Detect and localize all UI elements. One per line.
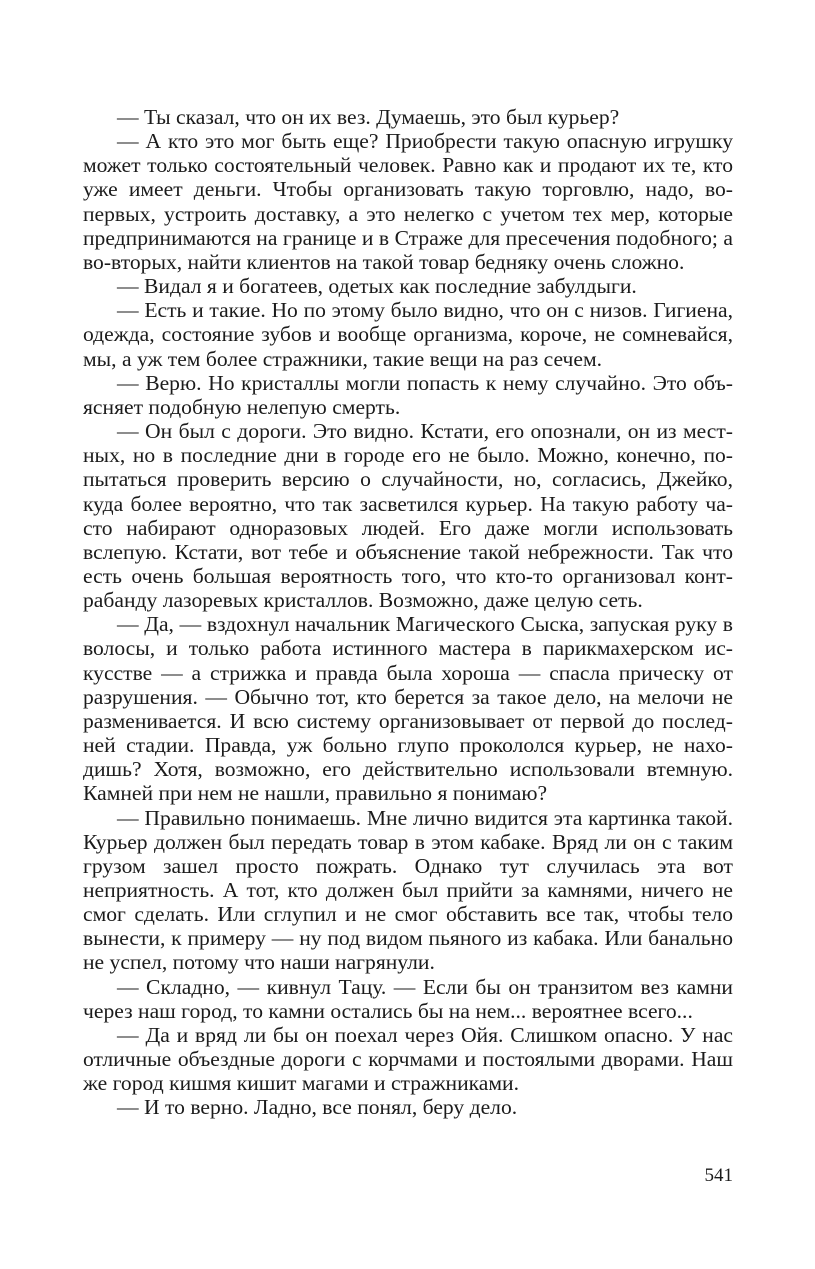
paragraph-6: — Он был с дороги. Это видно. Кстати, его опознали, он из местных, но в последние дни в городе его не было. Можно, конечно, попытаться проверить версию о случайности, но, согласись, Джейко, куда более вероятно, что так засветился курьер. На такую работу часто набирают одноразовых людей. Его даже могли использовать вслепую. Кстати, вот тебе и объяснение такой небрежности. Так что есть очень большая вероятность того, что кто-то организовал контрабанду лазоревых кристаллов. Возможно, даже целую сеть. [83,419,733,613]
body-text [83,105,733,1120]
paragraph-4: — Есть и такие. Но по этому было видно, что он с низов. Гигиена, одежда, состояние зубов и вообще организма, короче, не сомневайся, мы, а уж тем более стражники, такие вещи на раз сечем. [83,298,733,371]
page-number: 541 [704,1165,733,1186]
paragraph-3: — Видал я и богатеев, одетых как последние забулдыги. [117,274,637,299]
paragraph-11: — И то верно. Ладно, все понял, беру дело. [117,1095,518,1120]
paragraph-2: — А кто это мог быть еще? Приобрести такую опасную игрушку может только состоятельный человек. Равно как и продают их те, кто уже имеет деньги. Чтобы организовать такую торговлю, надо, во-первых, устроить доставку, а это нелегко с учетом тех мер, которые предпринимаются на границе и в Страже для пресечения подобного; а во-вторых, найти клиентов на такой товар бедняку очень сложно. [83,129,733,274]
paragraph-1: — Ты сказал, что он их вез. Думаешь, это был курьер? [117,105,620,129]
paragraph-7: — Да, — вздохнул начальник Магического Сыска, запуская руку в волосы, и только работа истинного мастера в парикмахерском искусстве — а стрижка и правда была хороша — спасла прическу от разрушения. — Обычно тот, кто берется за такое дело, на мелочи не разменивается. И всю систему организовывает от первой до последней стадии. Правда, уж больно глупо прокололся курьер, не находишь? Хотя, возможно, его действительно использовали втемную. Камней при нем не нашли, правильно я понимаю? [83,612,733,806]
paragraph-9: — Складно, — кивнул Тацу. — Если бы он транзитом вез камни через наш город, то камни остались бы на нем... вероятнее всего... [83,974,733,1023]
paragraph-8: — Правильно понимаешь. Мне лично видится эта картинка такой. Курьер должен был передать товар в этом кабаке. Вряд ли он с таким грузом зашел просто пожрать. Однако тут случилась эта вот неприятность. А тот, кто должен был прийти за камнями, ничего не смог сделать. Или сглупил и не смог обставить все так, чтобы тело вынести, к примеру — ну под видом пьяного из кабака. Или банально не успел, потому что наши нагрянули. [83,805,733,975]
paragraph-10: — Да и вряд ли бы он поехал через Ойя. Слишком опасно. У нас отличные объездные дороги с корчмами и постоялыми дворами. Наш же город кишмя кишит магами и стражниками. [83,1022,733,1096]
paragraph-5: — Верю. Но кристаллы могли попасть к нему случайно. Это объясняет подобную нелепую смерть. [83,370,733,419]
